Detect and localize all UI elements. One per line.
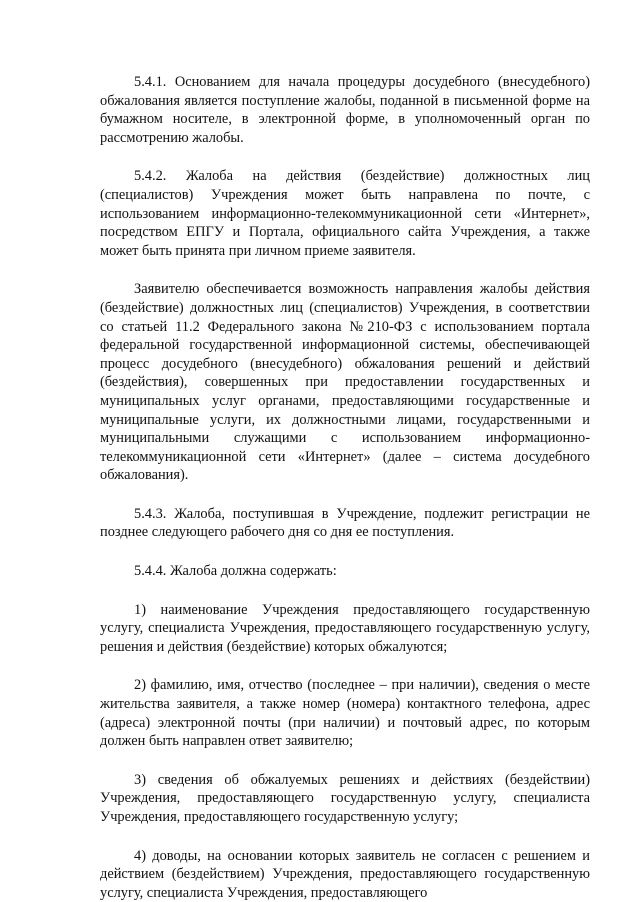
list-item-1: 1) наименование Учреждения предоставляющего государственную услугу, специалиста Учреждения, предоставляющего государственную услугу, решения и действия (бездействие) которых обжалуются; — [100, 601, 590, 655]
paragraph-gap — [100, 581, 590, 601]
paragraph-5-4-3: 5.4.3. Жалоба, поступившая в Учреждение, подлежит регистрации не позднее следующего рабочего дня со дня ее поступления. — [100, 505, 590, 541]
paragraph-gap — [100, 827, 590, 847]
list-item-4: 4) доводы, на основании которых заявитель не согласен с решением и действием (бездействием) Учреждения, предоставляющего государственную услугу, специалиста Учреждения, предоставляющего — [100, 847, 590, 901]
document-body — [100, 73, 590, 902]
list-item-2: 2) фамилию, имя, отчество (последнее – при наличии), сведения о месте жительства заявителя, а также номер (номера) контактного телефона, адрес (адреса) электронной почты (при наличии) и почтовый адрес, по которым должен быть направлен ответ заявителю; — [100, 677, 590, 750]
paragraph-5-4-2: 5.4.2. Жалоба на действия (бездействие) должностных лиц (специалистов) Учреждения может быть направлена по почте, с использованием информационно-телекоммуникационной сети «Интернет», посредством ЕПГУ и Портала, официального сайта Учреждения, а также может быть принята при личном приеме заявителя. — [100, 168, 590, 259]
list-item-3: 3) сведения об обжалуемых решениях и действиях (бездействии) Учреждения, предоставляющего государственную услугу, специалиста Учреждения, предоставляющего государственную услугу; — [100, 771, 590, 825]
paragraph-5-4-4: 5.4.4. Жалоба должна содержать: — [134, 563, 337, 580]
paragraph-complaint-system: Заявителю обеспечивается возможность направления жалобы действия (бездействие) должностных лиц (специалистов) Учреждения, в соответствии со статьей 11.2 Федерального закона №210-ФЗ с использованием портала федеральной государственной информационной системы, обеспечивающей процесс досудебного (внесудебного) обжалования решений и действий (бездействия), совершенных при предоставлении государственных и муниципальных услуг органами, предоставляющими государственные и муниципальные услуги, их должностными лицами, государственными и муниципальными служащими с использованием информационно-телекоммуникационной сети «Интернет» (далее – система досудебного обжалования). — [100, 281, 590, 484]
paragraph-gap — [100, 147, 590, 167]
paragraph-gap — [100, 542, 590, 562]
paragraph-5-4-1: 5.4.1. Основанием для начала процедуры досудебного (внесудебного) обжалования является поступление жалобы, поданной в письменной форме на бумажном носителе, в электронной форме, в уполномоченный орган по рассмотрению жалобы. — [100, 74, 590, 146]
paragraph-gap — [100, 485, 590, 505]
paragraph-gap — [100, 260, 590, 280]
paragraph-gap — [100, 656, 590, 676]
paragraph-gap — [100, 751, 590, 771]
